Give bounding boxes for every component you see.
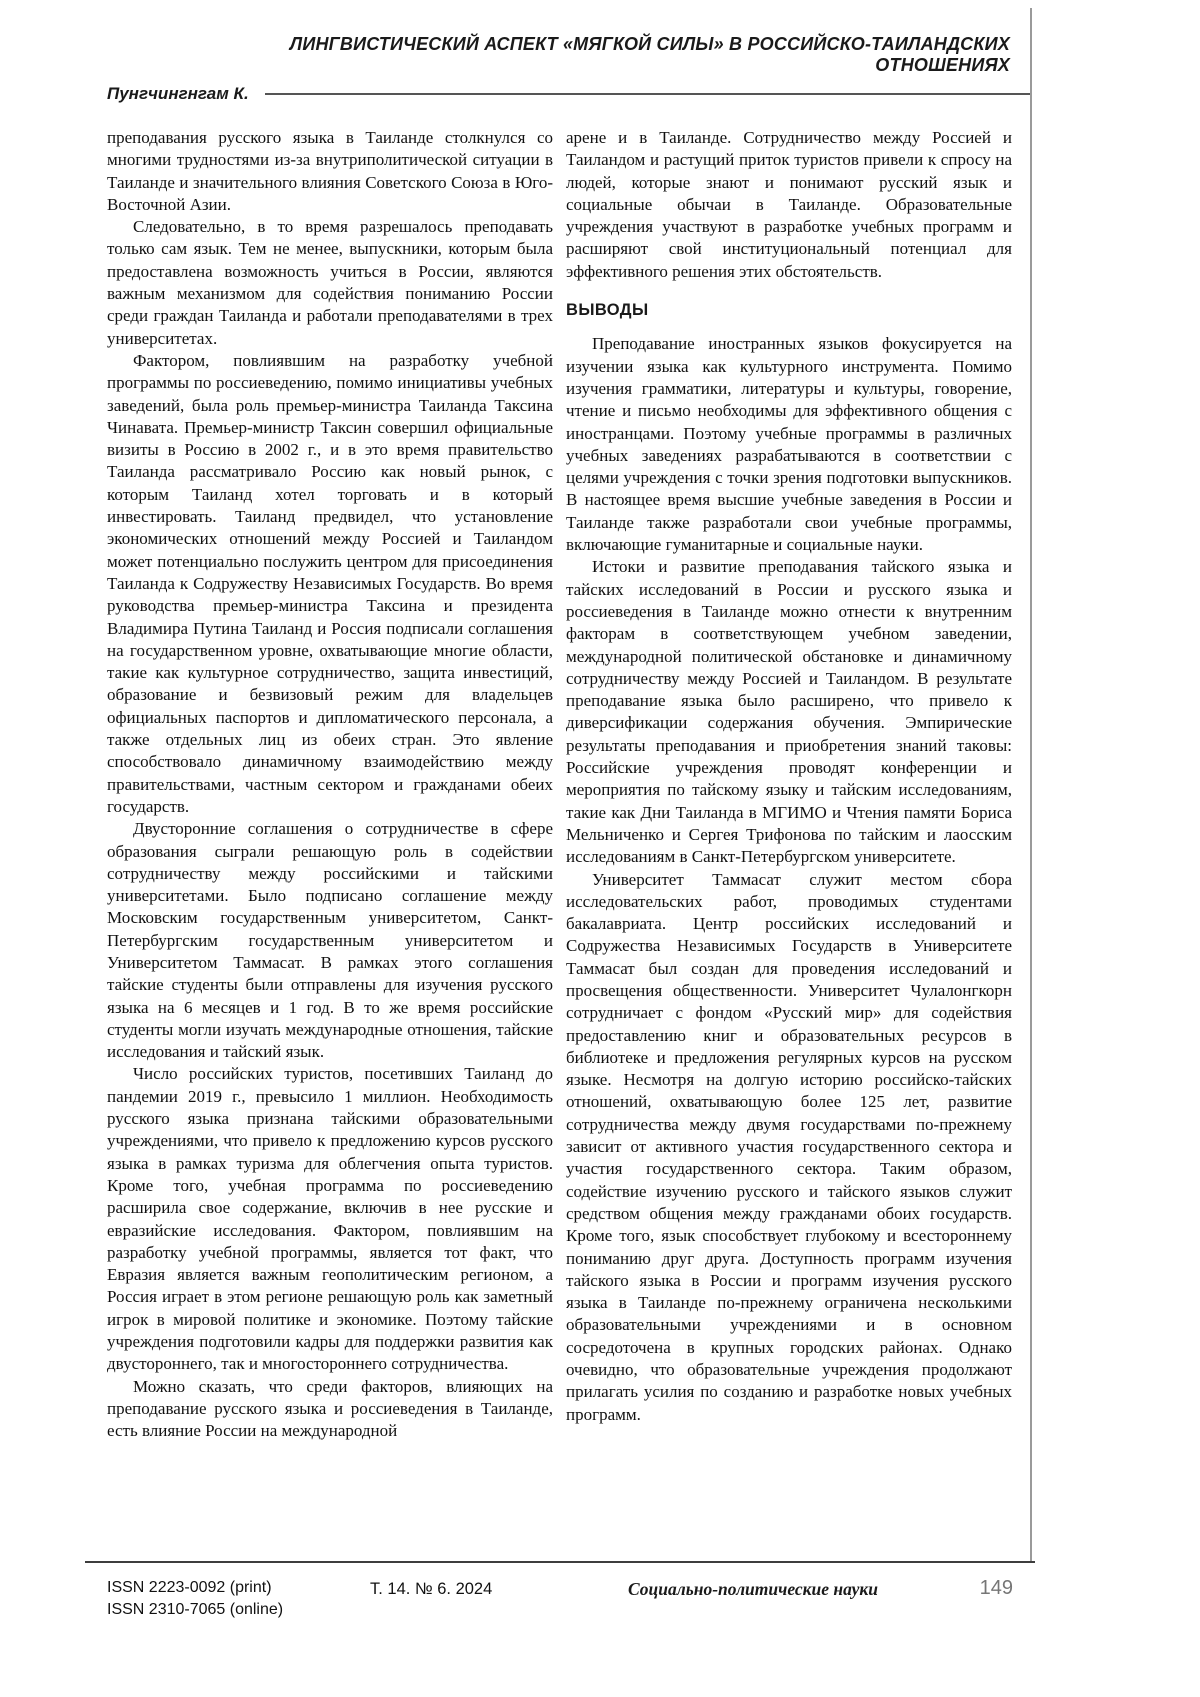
paragraph: преподавания русского языка в Таиланде столкнулся со многими трудностями из-за внутриполитической ситуации в Таиланде и значительного влияния Советского Союза в Юго-Восточной Азии. [107,128,553,214]
article-body [107,127,1013,1443]
paragraph: Можно сказать, что среди факторов, влияющих на преподавание русского языка и россиеведения в Таиланде, есть влияние России на международной [107,1376,553,1441]
paragraph: Университет Таммасат служит местом сбора исследовательских работ, проводимых студентами бакалавриата. Центр российских исследований и Содружества Независимых Государств в Университете Таммасат был создан для проведения исследований и просвещения общественности. Университет Чулалонгкорн сотрудничает с фондом «Русский мир» для содействия предоставлению книг и образовательных ресурсов в библиотеке и предложения регулярных курсов на русском языке. Несмотря на долгую историю российско-тайских отношений, охватывающую более 125 лет, развитие сотрудничества между двумя государствами по-прежнему зависит от активного участия государственного сектора и участия государственного сектора. Таким образом, содействие изучению русского и тайского языков служит средством общения между гражданами обоих государств. Кроме того, язык способствует глубокому и всестороннему пониманию друг друга. Доступность программ изучения тайского языка в России и программ изучения русского языка в Таиланде по-прежнему ограничена несколькими образовательными учреждениями и в основном сосредоточена в крупных городских районах. Однако очевидно, что образовательные учреждения продолжают прилагать усилия по созданию и разработке новых учебных программ. [566,869,1012,1424]
footer-volume-issue: Т. 14. № 6. 2024 [370,1580,493,1598]
right-column [566,127,1012,1443]
page-number: 149 [979,1577,1013,1599]
footer-journal-title: Социально-политические науки [628,1579,878,1599]
paragraph: Фактором, повлиявшим на разработку учебной программы по россиеведению, помимо инициативы учебных заведений, была роль премьер-министра Таиланда Таксина Чинавата. Премьер-министр Таксин совершил официальные визиты в Россию в 2002 г., и в это время правительство Таиланда рассматривало Россию как новый рынок, с которым Таиланд хотел торговать и в который инвестировать. Таиланд предвидел, что установление экономических отношений между Россией и Таиландом может потенциально послужить центром для присоединения Таиланда к Содружеству Независимых Государств. Во время руководства премьер-министра Таксина и президента Владимира Путина Таиланд и Россия подписали соглашения на государственном уровне, охватывающие многие области, такие как культурное сотрудничество, защита инвестиций, образование и безвизовый режим для владельцев официальных паспортов и дипломатического персонала, а также отдельных лиц из обеих стран. Это явление способствовало динамичному взаимодействию между правительствами, частным сектором и гражданами обеих государств. [107,350,553,816]
paragraph: Преподавание иностранных языков фокусируется на изучении языка как культурного инструмента. Помимо изучения грамматики, литературы и культуры, говорение, чтение и письмо необходимы для эффективного общения с иностранцами. Поэтому учебные программы в различных учебных заведениях разрабатываются в соответствии с целями учреждения с точки зрения подготовки выпускников. В настоящее время высшие учебные заведения в России и Таиланде также разработали свои учебные программы, включающие гуманитарные и социальные науки. [566,334,1012,555]
paragraph: Число российских туристов, посетивших Таиланд до пандемии 2019 г., превысило 1 миллион. Необходимость русского языка признана тайскими образовательными учреждениями, что привело к предложению курсов русского языка в рамках туризма для облегчения опыта туристов. Кроме того, учебная программа по россиеведению расширила свое содержание, включив в нее русские и евразийские исследования. Фактором, повлиявшим на разработку учебной программы, является тот факт, что Евразия является важным геополитическим регионом, а Россия играет в этом регионе решающую роль как заметный игрок в мировой политике и экономике. Поэтому тайские учреждения подготовили кадры для поддержки развития как двустороннего, так и многостороннего сотрудничества. [107,1064,553,1374]
footer-divider-rule [85,1561,1035,1563]
header-divider-rule [265,93,1032,95]
paragraph: Следовательно, в то время разрешалось преподавать только сам язык. Тем не менее, выпускники, которым была предоставлена возможность учиться в России, являются важным механизмом для содействия пониманию России среди граждан Таиланда и работали преподавателями в трех университетах. [107,217,553,348]
issn-online: ISSN 2310-7065 (online) [107,1601,284,1618]
paragraph: Истоки и развитие преподавания тайского языка и тайских исследований в России и русского языка и россиеведения в Таиланде можно отнести к внутренним факторам в соответствующем учебном заведении, международной политической обстановке и динамичному сотрудничеству между Россией и Таиландом. В результате преподавание языка было расширено, что привело к диверсификации содержания обучения. Эмпирические результаты преподавания и приобретения знаний таковы: Российские учреждения проводят конференции и мероприятия по тайскому языку и тайским исследованиям, такие как Дни Таиланда в МГИМО и Чтения памяти Бориса Мельниченко и Сергея Трифонова по тайским и лаосским исследованиям в Санкт-Петербургском университете. [566,557,1012,867]
left-column [107,127,553,1443]
section-heading-conclusions: ВЫВОДЫ [566,301,649,320]
paragraph: арене и в Таиланде. Сотрудничество между Россией и Таиландом и растущий приток туристов привели к спросу на людей, которые знают и понимают русский язык и социальные обычаи в Таиланде. Образовательные учреждения участвуют в разработке учебных программ и расширяют свой институциональный потенциал для эффективного решения этих обстоятельств. [566,128,1012,281]
author-row [107,84,1032,104]
author-name: Пунгчингнгам К. [107,84,249,103]
paragraph: Двусторонние соглашения о сотрудничестве в сфере образования сыграли решающую роль в содействии сотрудничеству между российскими и тайскими университетами. Было подписано соглашение между Московским государственным университетом, Санкт-Петербургским государственным университетом и Университетом Таммасат. В рамках этого соглашения тайские студенты были отправлены для изучения русского языка на 6 месяцев и 1 год. В то же время российские студенты могли изучать международные отношения, тайские исследования и тайский язык. [107,819,553,1062]
right-margin-rule [1030,8,1032,1562]
footer-issn-block [107,1577,283,1621]
issn-print: ISSN 2223-0092 (print) [107,1579,272,1596]
running-title: ЛИНГВИСТИЧЕСКИЙ АСПЕКТ «МЯГКОЙ СИЛЫ» В РОССИЙСКО-ТАИЛАНДСКИХ ОТНОШЕНИЯХ [289,34,1010,75]
